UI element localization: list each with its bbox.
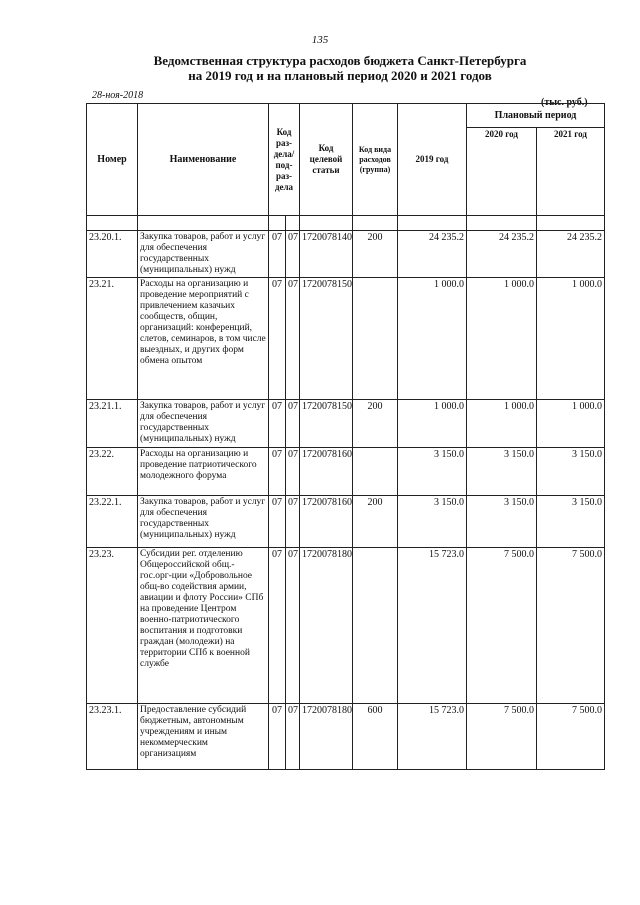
row-expense-type: 200: [353, 400, 398, 448]
row-expense-type: 200: [353, 496, 398, 548]
row-section: 07: [269, 704, 286, 770]
row-2020: 3 150.0: [467, 496, 537, 548]
header-name: Наименование: [138, 104, 269, 216]
row-subsection: 07: [286, 496, 300, 548]
header-year-2020: 2020 год: [467, 128, 537, 216]
row-expense-type: 200: [353, 231, 398, 278]
row-target: 1720078180: [300, 548, 353, 704]
header-section-code: Код раз- дела/ под- раз- дела: [269, 104, 300, 216]
row-number: 23.22.1.: [87, 496, 138, 548]
row-name: Субсидии рег. отделению Общероссийской общ.-гос.орг-ции «Добровольное общ-во содействия армии, авиации и флоту России» СПб на проведение Центром военно-патриотического воспитания и подготовки граждан (молодежи) на территории СПб к военной службе: [138, 548, 269, 704]
row-expense-type: [353, 448, 398, 496]
row-number: 23.21.1.: [87, 400, 138, 448]
row-subsection: 07: [286, 400, 300, 448]
row-expense-type: 600: [353, 704, 398, 770]
row-2019: 15 723.0: [398, 548, 467, 704]
row-section: 07: [269, 400, 286, 448]
row-name: Расходы на организацию и проведение патриотического молодежного форума: [138, 448, 269, 496]
page-number: 135: [311, 34, 329, 46]
row-name: Закупка товаров, работ и услуг для обеспечения государственных (муниципальных) нужд: [138, 231, 269, 278]
row-2021: 24 235.2: [537, 231, 605, 278]
header-target-code: Код целевой статьи: [300, 104, 353, 216]
table-row: [87, 400, 605, 448]
document-date: 28-ноя-2018: [92, 90, 144, 101]
table-row: [87, 448, 605, 496]
row-number: 23.23.1.: [87, 704, 138, 770]
spacer-row: [87, 216, 605, 231]
row-target: 1720078140: [300, 231, 353, 278]
row-2021: 7 500.0: [537, 548, 605, 704]
row-number: 23.20.1.: [87, 231, 138, 278]
budget-table: [86, 103, 605, 770]
row-2019: 3 150.0: [398, 496, 467, 548]
row-target: 1720078150: [300, 278, 353, 400]
row-subsection: 07: [286, 548, 300, 704]
header-year-2021: 2021 год: [537, 128, 605, 216]
row-2019: 24 235.2: [398, 231, 467, 278]
document-title-line2: на 2019 год и на плановый период 2020 и 2021 годов: [188, 68, 492, 83]
row-subsection: 07: [286, 448, 300, 496]
row-number: 23.23.: [87, 548, 138, 704]
row-number: 23.21.: [87, 278, 138, 400]
row-2021: 3 150.0: [537, 496, 605, 548]
row-2020: 1 000.0: [467, 400, 537, 448]
row-name: Предоставление субсидий бюджетным, автономным учреждениям и иным некоммерческим организациям: [138, 704, 269, 770]
row-2021: 3 150.0: [537, 448, 605, 496]
row-name: Закупка товаров, работ и услуг для обеспечения государственных (муниципальных) нужд: [138, 496, 269, 548]
table-row: [87, 496, 605, 548]
header-year-2019: 2019 год: [398, 104, 467, 216]
row-2019: 1 000.0: [398, 400, 467, 448]
table-row: [87, 704, 605, 770]
units-label: (тыс. руб.): [541, 97, 588, 108]
row-subsection: 07: [286, 231, 300, 278]
row-target: 1720078160: [300, 496, 353, 548]
row-2020: 7 500.0: [467, 548, 537, 704]
row-section: 07: [269, 496, 286, 548]
row-subsection: 07: [286, 704, 300, 770]
row-section: 07: [269, 448, 286, 496]
header-expense-type-code: Код вида расходов (группа): [353, 104, 398, 216]
table-row: [87, 548, 605, 704]
document-title-line1: Ведомственная структура расходов бюджета Санкт-Петербурга: [153, 53, 527, 68]
row-section: 07: [269, 278, 286, 400]
table-row: [87, 231, 605, 278]
row-section: 07: [269, 548, 286, 704]
row-2020: 3 150.0: [467, 448, 537, 496]
row-target: 1720078160: [300, 448, 353, 496]
row-number: 23.22.: [87, 448, 138, 496]
row-expense-type: [353, 548, 398, 704]
row-subsection: 07: [286, 278, 300, 400]
table-row: [87, 278, 605, 400]
row-2020: 7 500.0: [467, 704, 537, 770]
row-2021: 7 500.0: [537, 704, 605, 770]
row-target: 1720078150: [300, 400, 353, 448]
header-number: Номер: [87, 104, 138, 216]
row-2021: 1 000.0: [537, 278, 605, 400]
row-section: 07: [269, 231, 286, 278]
row-expense-type: [353, 278, 398, 400]
row-2021: 1 000.0: [537, 400, 605, 448]
row-2020: 24 235.2: [467, 231, 537, 278]
row-2019: 3 150.0: [398, 448, 467, 496]
row-target: 1720078180: [300, 704, 353, 770]
row-name: Расходы на организацию и проведение мероприятий с привлечением казачьих сообществ, общин, организаций: конференций, слетов, семинаров, в том числе выездных, и других форм обмена опытом: [138, 278, 269, 400]
row-name: Закупка товаров, работ и услуг для обеспечения государственных (муниципальных) нужд: [138, 400, 269, 448]
row-2019: 15 723.0: [398, 704, 467, 770]
row-2020: 1 000.0: [467, 278, 537, 400]
row-2019: 1 000.0: [398, 278, 467, 400]
header-plan-period: Плановый период: [467, 104, 605, 128]
